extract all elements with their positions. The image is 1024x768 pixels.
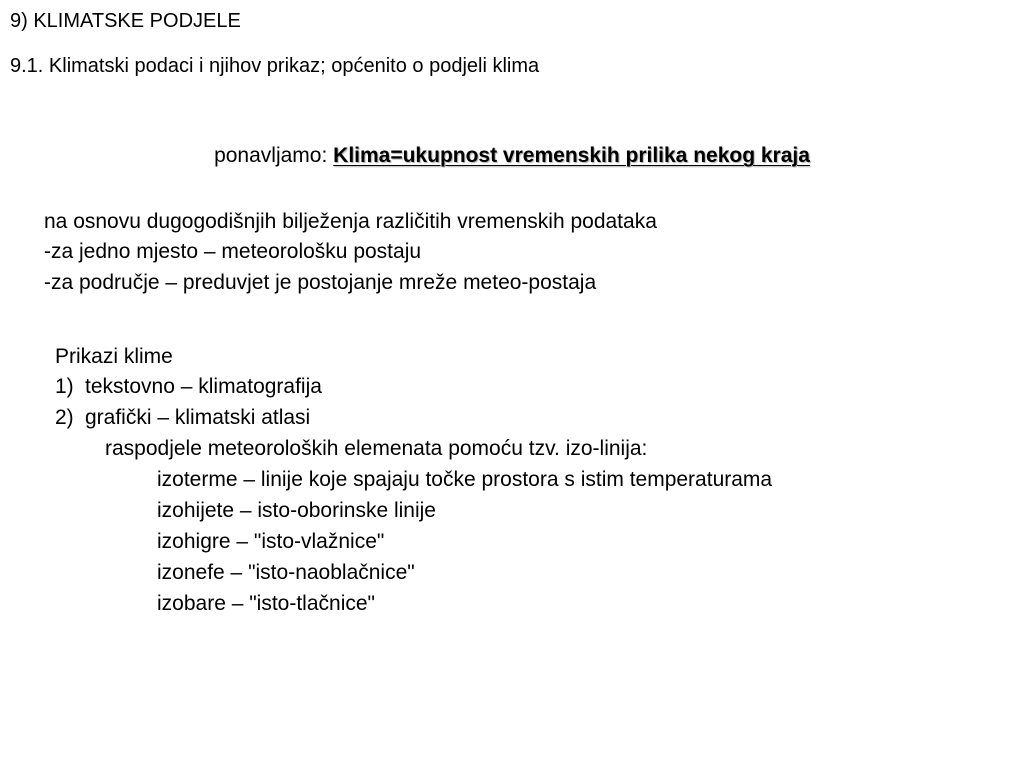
basis-line: -za područje – preduvjet je postojanje mreže meteo-postaja xyxy=(44,271,597,294)
display-item xyxy=(55,403,310,433)
display-item-number: 1) xyxy=(55,375,74,398)
displays-title: Prikazi klime xyxy=(55,345,173,368)
slide-title: 9) KLIMATSKE PODJELE xyxy=(10,10,241,32)
display-item-text: tekstovno – klimatografija xyxy=(85,375,322,398)
isoline-item: izoterme – linije koje spajaju točke prostora s istim temperaturama xyxy=(157,468,773,491)
isoline-item: izohigre – "isto-vlažnice" xyxy=(157,530,385,553)
climate-definition: Klima=ukupnost vremenskih prilika nekog kraja xyxy=(333,144,810,167)
isoline-item: izohijete – isto-oborinske linije xyxy=(157,499,436,522)
display-item-number: 2) xyxy=(55,406,74,429)
recap-prefix: ponavljamo: xyxy=(214,144,334,167)
display-item xyxy=(55,372,322,402)
isoline-item: izobare – "isto-tlačnice" xyxy=(157,592,376,615)
slide-subtitle: 9.1. Klimatski podaci i njihov prikaz; općenito o podjeli klima xyxy=(10,55,540,77)
isoline-item: izonefe – "isto-naoblačnice" xyxy=(157,561,415,584)
basis-line: -za jedno mjesto – meteorološku postaju xyxy=(44,240,422,263)
basis-line: na osnovu dugogodišnjih bilježenja različitih vremenskih podataka xyxy=(44,210,657,233)
recap-line xyxy=(0,141,1024,171)
isolines-intro: raspodjele meteoroloških elemenata pomoću tzv. izo-linija: xyxy=(105,437,648,460)
display-item-text: grafički – klimatski atlasi xyxy=(85,406,311,429)
